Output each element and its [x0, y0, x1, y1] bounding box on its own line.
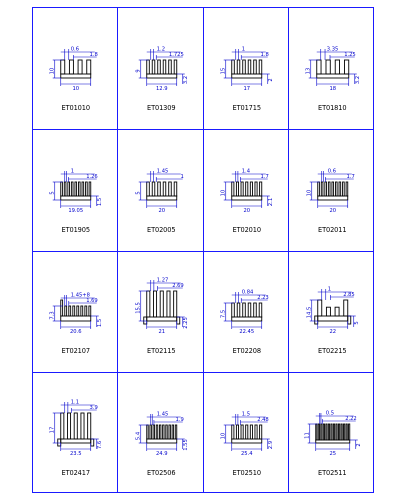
- fin: [248, 303, 251, 317]
- mounting-foot: [347, 316, 350, 324]
- fin: [343, 300, 347, 316]
- fin: [163, 60, 166, 74]
- fin: [67, 413, 70, 439]
- fin: [342, 182, 344, 196]
- dimension-top2: 1.69: [86, 298, 98, 304]
- part-cell: [204, 8, 290, 130]
- fin: [172, 425, 173, 439]
- base-plate: [232, 317, 262, 321]
- dimension-top2: 3.9: [89, 404, 98, 411]
- profile-outline: [143, 291, 179, 324]
- base-plate: [315, 440, 349, 443]
- dimension-top1: 1.2: [156, 46, 165, 53]
- dimension-left: 15.5: [134, 302, 141, 314]
- fin: [153, 291, 156, 317]
- dimension-left: 9: [134, 69, 141, 73]
- mounting-foot: [143, 317, 146, 324]
- profile-outline: [232, 182, 262, 200]
- dimension-right: 1.55: [182, 438, 189, 451]
- fin: [338, 424, 339, 440]
- part-number-label: ET02208: [232, 347, 261, 355]
- mounting-foot: [176, 317, 179, 324]
- dimension-bottom: 19.05: [68, 207, 84, 214]
- fin: [174, 182, 177, 196]
- fin: [156, 425, 157, 439]
- fin: [254, 60, 257, 74]
- profile-outline: [61, 60, 91, 78]
- dimension-top2: 1.7: [346, 173, 355, 180]
- dimension-left: 10: [220, 432, 227, 439]
- fin: [65, 306, 67, 316]
- dimension-left: 11: [303, 431, 310, 439]
- dimension-bottom: 20: [157, 207, 165, 214]
- fin: [153, 425, 154, 439]
- fin: [168, 425, 169, 439]
- heatsink-profile-drawing: [119, 130, 205, 226]
- dimension-top1: 1.45+8: [70, 292, 90, 299]
- dimension-left: 7.3: [49, 311, 56, 320]
- part-cell: [290, 8, 376, 130]
- fin: [146, 60, 149, 74]
- part-cell: [290, 373, 376, 495]
- dimension-top2: 1: [179, 173, 184, 180]
- fin: [320, 424, 321, 440]
- fin: [343, 424, 344, 440]
- fin: [64, 182, 66, 196]
- part-number-label: ET02011: [318, 225, 347, 234]
- fin: [335, 60, 339, 74]
- fin: [152, 182, 155, 196]
- dimension-top1: 1.4: [241, 168, 250, 174]
- dimension-right: 3.2: [354, 75, 361, 85]
- mounting-foot: [91, 439, 94, 446]
- dimension-top2: 1.8: [89, 52, 98, 58]
- dimension-right: 1.5: [96, 197, 103, 206]
- dimension-top1: 0.6: [70, 46, 79, 53]
- fin: [146, 291, 149, 317]
- dimension-bottom: 12.9: [155, 86, 168, 92]
- part-cell: [119, 373, 205, 495]
- base-plate: [146, 439, 176, 443]
- dimension-top1: 1.45: [156, 411, 168, 417]
- fin: [160, 291, 163, 317]
- dimension-left: 5.4: [134, 431, 141, 440]
- dimension-top1: 1: [241, 46, 246, 53]
- heatsink-profile-drawing: [33, 251, 119, 347]
- fin: [232, 182, 234, 196]
- dimension-top2: 2.48: [257, 416, 269, 423]
- dimension-top1: 0.84: [241, 289, 254, 296]
- part-cell: [204, 373, 290, 495]
- dimension-left: 17: [49, 426, 56, 433]
- fin: [241, 182, 243, 196]
- base-plate: [146, 317, 176, 321]
- fin: [232, 303, 235, 317]
- fin: [316, 60, 320, 74]
- dimension-bottom: 20.6: [69, 329, 82, 335]
- dimension-bottom: 21: [157, 329, 165, 335]
- dimension-right: 2.9: [267, 440, 274, 449]
- heatsink-profile-drawing: [33, 130, 119, 226]
- part-number-label: ET01309: [147, 104, 176, 112]
- fin: [86, 182, 88, 196]
- profile-outline: [61, 182, 91, 200]
- fin: [243, 303, 246, 317]
- dimension-right: 1.5: [96, 318, 103, 328]
- fin: [71, 182, 73, 196]
- dimension-left: 15: [220, 67, 227, 75]
- profile-outline: [58, 413, 94, 446]
- heatsink-profile-drawing: [290, 130, 376, 226]
- profile-outline: [317, 182, 347, 200]
- dimension-bottom: 22: [328, 329, 336, 335]
- fin: [162, 425, 163, 439]
- part-number-label: ET01905: [61, 225, 90, 234]
- dimension-top2: 1.7: [260, 173, 269, 180]
- part-number-label: ET02417: [61, 468, 90, 477]
- dimension-left: 10: [305, 189, 312, 196]
- dimension-top2: 1.25: [343, 52, 356, 58]
- fin: [248, 60, 251, 74]
- part-cell: [119, 251, 205, 373]
- part-number-label: ET01010: [61, 104, 90, 112]
- fin: [246, 182, 248, 196]
- fin: [236, 425, 238, 439]
- fin: [175, 425, 176, 439]
- dimension-bottom: 18: [328, 86, 336, 92]
- dimension-right: 2.1: [267, 197, 274, 206]
- fin: [78, 182, 80, 196]
- fin: [259, 60, 262, 74]
- dimension-top1: 3.35: [326, 46, 338, 53]
- fin: [157, 182, 160, 196]
- dimension-left: 10: [49, 67, 56, 75]
- dimension-right: 2: [267, 78, 274, 82]
- fin: [61, 300, 63, 316]
- fin: [75, 182, 77, 196]
- fin: [318, 424, 319, 440]
- fin: [82, 182, 84, 196]
- dimension-top2: 1.8: [260, 52, 269, 58]
- base-plate: [146, 74, 176, 78]
- dimension-top2: 1.9: [175, 416, 184, 423]
- dimension-top2: 2.22: [344, 415, 357, 422]
- heatsink-profile-drawing: [290, 373, 376, 469]
- fin: [69, 60, 73, 74]
- part-cell: [33, 373, 119, 495]
- part-number-label: ET01810: [318, 104, 347, 112]
- fin: [81, 413, 84, 439]
- dimension-left: 13: [304, 67, 311, 75]
- dimension-left: 5: [134, 190, 141, 195]
- part-cell: [204, 251, 290, 373]
- dimension-left: 7.5: [220, 309, 227, 319]
- fin: [315, 424, 316, 440]
- dimension-top1: 1.27: [156, 277, 168, 284]
- base-plate: [232, 74, 262, 78]
- fin: [89, 306, 91, 316]
- dimension-right: 2: [355, 442, 362, 447]
- fin: [346, 182, 348, 196]
- mounting-foot: [314, 316, 317, 324]
- fin: [250, 425, 252, 439]
- heatsink-profile-drawing: [119, 373, 205, 469]
- heatsink-profile-drawing: [119, 251, 205, 347]
- part-cell: [33, 8, 119, 130]
- fin: [61, 413, 64, 439]
- dimension-bottom: 25.4: [240, 450, 253, 457]
- fin: [335, 182, 337, 196]
- fin: [325, 424, 326, 440]
- part-number-label: ET01715: [232, 104, 261, 112]
- dimension-top1: 0.5: [325, 410, 334, 416]
- fin: [330, 424, 331, 440]
- dimension-bottom: 25: [328, 450, 336, 457]
- base-plate: [61, 316, 91, 321]
- fin: [146, 182, 149, 196]
- dimension-top2: 1.26: [86, 173, 98, 180]
- dimension-lines: [138, 171, 182, 208]
- dimension-top2: 2.85: [342, 292, 355, 298]
- fin: [326, 307, 330, 316]
- dimension-bottom: 20: [243, 207, 251, 214]
- fin: [241, 425, 243, 439]
- heatsink-profile-drawing: [204, 251, 290, 347]
- profile-outline: [232, 425, 262, 443]
- fin: [146, 425, 147, 439]
- base-plate: [61, 196, 91, 200]
- part-cell: [119, 8, 205, 130]
- part-cell: [33, 130, 119, 252]
- fin: [149, 425, 150, 439]
- part-number-label: ET02107: [61, 347, 90, 355]
- fin: [163, 182, 166, 196]
- part-number-label: ET02005: [147, 225, 176, 234]
- dimension-right: 7.6: [96, 440, 103, 449]
- base-plate: [316, 74, 348, 78]
- part-number-label: ET02115: [147, 347, 176, 355]
- fin: [259, 303, 262, 317]
- dimension-top1: 1.5: [241, 411, 250, 417]
- profile-outline: [232, 303, 262, 321]
- fin: [339, 182, 341, 196]
- part-number-label: ET02215: [318, 347, 347, 355]
- fin: [317, 300, 321, 316]
- fin: [168, 60, 171, 74]
- dimension-right: 3.2: [182, 75, 189, 85]
- fin: [69, 306, 71, 316]
- fin: [323, 424, 324, 440]
- part-cell: [204, 130, 290, 252]
- part-number-label: ET02506: [147, 468, 176, 477]
- base-plate: [232, 439, 262, 443]
- heatsink-profile-drawing: [33, 8, 119, 104]
- part-number-label: ET02010: [232, 225, 261, 234]
- base-plate: [232, 196, 262, 200]
- dimension-left: 5: [49, 190, 56, 195]
- dimension-left: 10: [220, 189, 227, 196]
- profile-outline: [146, 60, 176, 78]
- fin: [157, 60, 160, 74]
- base-plate: [317, 316, 347, 321]
- heatsink-catalog-sheet: [32, 7, 374, 493]
- fin: [333, 424, 334, 440]
- heatsink-profile-drawing: [119, 8, 205, 104]
- profile-outline: [314, 300, 350, 324]
- base-plate: [61, 439, 91, 443]
- fin: [328, 182, 330, 196]
- dimension-right: 2.25: [182, 317, 189, 329]
- fin: [73, 306, 75, 316]
- base-plate: [61, 74, 91, 78]
- profile-outline: [316, 60, 348, 78]
- dimension-bottom: 20: [328, 207, 336, 214]
- fin: [250, 182, 252, 196]
- fin: [68, 182, 70, 196]
- part-number-label: ET02511: [318, 468, 347, 477]
- fin: [344, 60, 348, 74]
- heatsink-profile-drawing: [204, 130, 290, 226]
- fin: [260, 182, 262, 196]
- fin: [89, 182, 91, 196]
- fin: [325, 60, 329, 74]
- fin: [243, 60, 246, 74]
- fin: [324, 182, 326, 196]
- fin: [317, 182, 319, 196]
- profile-outline: [146, 425, 176, 443]
- fin: [346, 424, 347, 440]
- profile-outline: [232, 60, 262, 78]
- fin: [78, 60, 82, 74]
- fin: [321, 182, 323, 196]
- fin: [232, 425, 234, 439]
- dimension-bottom: 17: [243, 86, 251, 92]
- fin: [335, 424, 336, 440]
- fin: [255, 182, 257, 196]
- heatsink-profile-drawing: [204, 373, 290, 469]
- dimension-top1: 1: [327, 286, 331, 293]
- fin: [328, 424, 329, 440]
- heatsink-profile-drawing: [290, 251, 376, 347]
- part-cell: [290, 130, 376, 252]
- dimension-top1: 1.1: [70, 399, 79, 405]
- fin: [335, 307, 339, 316]
- heatsink-profile-drawing: [290, 8, 376, 104]
- fin: [88, 413, 91, 439]
- fin: [152, 60, 155, 74]
- fin: [61, 60, 65, 74]
- fin: [77, 306, 79, 316]
- dimension-bottom: 10: [72, 86, 80, 92]
- dimension-top2: 2.69: [171, 283, 184, 289]
- fin: [85, 306, 87, 316]
- fin: [74, 413, 77, 439]
- fin: [159, 425, 160, 439]
- fin: [254, 303, 257, 317]
- mounting-foot: [58, 439, 61, 446]
- profile-outline: [315, 424, 349, 443]
- heatsink-profile-drawing: [33, 373, 119, 469]
- dimension-left: 14.5: [305, 306, 312, 319]
- dimension-top2: 1.725: [168, 52, 184, 58]
- fin: [340, 424, 341, 440]
- fin: [165, 425, 166, 439]
- dimension-top2: 2.23: [257, 295, 269, 301]
- part-number-label: ET02510: [232, 468, 261, 477]
- dimension-bottom: 24.9: [155, 450, 168, 457]
- dimension-top1: 1: [70, 168, 75, 174]
- dimension-bottom: 22.45: [239, 329, 255, 335]
- part-cell: [290, 251, 376, 373]
- fin: [236, 182, 238, 196]
- fin: [232, 60, 235, 74]
- fin: [61, 182, 63, 196]
- fin: [237, 60, 240, 74]
- base-plate: [146, 196, 176, 200]
- fin: [237, 303, 240, 317]
- fin: [246, 425, 248, 439]
- dimension-top1: 0.6: [327, 168, 336, 174]
- fin: [260, 425, 262, 439]
- profile-outline: [146, 182, 176, 200]
- dimension-bottom: 23.5: [69, 450, 82, 457]
- base-plate: [317, 196, 347, 200]
- fin: [331, 182, 333, 196]
- heatsink-profile-drawing: [204, 8, 290, 104]
- fin: [168, 182, 171, 196]
- part-cell: [119, 130, 205, 252]
- fin: [81, 306, 83, 316]
- fin: [173, 291, 176, 317]
- fin: [166, 291, 169, 317]
- part-cell: [33, 251, 119, 373]
- fin: [87, 60, 91, 74]
- fin: [348, 424, 349, 440]
- fin: [174, 60, 177, 74]
- dimension-right: 5: [353, 321, 360, 325]
- dimension-top1: 1.45: [156, 168, 168, 174]
- fin: [255, 425, 257, 439]
